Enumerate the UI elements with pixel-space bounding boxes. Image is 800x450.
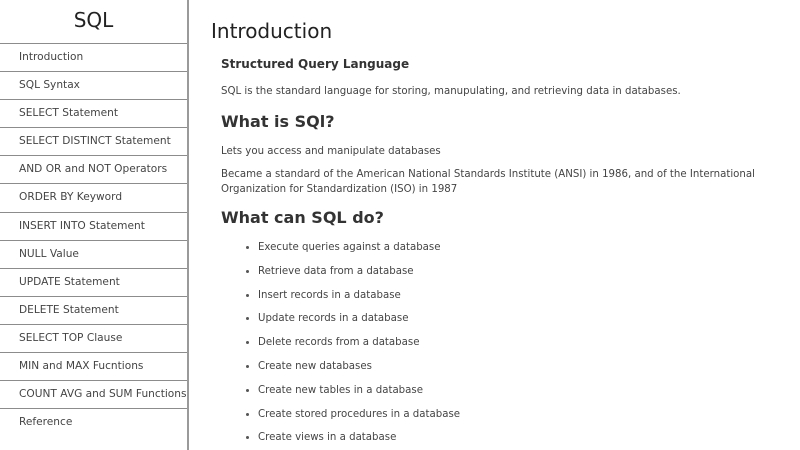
list-item: Create stored procedures in a database — [221, 407, 460, 431]
sidebar-item-reference[interactable]: Reference — [19, 416, 73, 429]
sidebar-item-sql-syntax[interactable]: SQL Syntax — [0, 72, 187, 100]
sidebar-item-introduction[interactable]: Introduction — [0, 44, 187, 72]
list-item: Retrieve data from a database — [221, 264, 460, 288]
sidebar-item-select-distinct[interactable]: SELECT DISTINCT Statement — [0, 128, 187, 156]
sidebar-item-select-statement[interactable]: SELECT Statement — [0, 100, 187, 128]
page-title: Introduction — [211, 19, 333, 43]
list-item: Update records in a database — [221, 311, 460, 335]
what-is-sql-heading: What is SQl? — [221, 112, 335, 131]
sidebar-item-null-value[interactable]: NULL Value — [0, 241, 187, 269]
sidebar-item-select-top[interactable]: SELECT TOP Clause — [0, 325, 187, 353]
intro-paragraph: SQL is the standard language for storing, manupulating, and retrieving data in databases. — [221, 86, 681, 97]
list-item: Create new tables in a database — [221, 383, 460, 407]
sidebar-item-order-by[interactable]: ORDER BY Keyword — [0, 184, 187, 212]
sidebar-item-update-statement[interactable]: UPDATE Statement — [0, 269, 187, 297]
what-is-paragraph-2: Became a standard of the American National Standards Institute (ANSI) in 1986, and of the International Organization for Standardization (ISO) in 1987 — [221, 169, 755, 195]
capabilities-list — [221, 240, 460, 450]
sidebar-item-min-max[interactable]: MIN and MAX Fucntions — [0, 353, 187, 381]
sidebar-item-delete-statement[interactable]: DELETE Statement — [0, 297, 187, 325]
list-item: Create new databases — [221, 359, 460, 383]
list-item: Create views in a database — [221, 430, 460, 450]
sidebar-item-insert-into[interactable]: INSERT INTO Statement — [0, 213, 187, 241]
list-item: Delete records from a database — [221, 335, 460, 359]
sidebar-item-and-or-not[interactable]: AND OR and NOT Operators — [0, 156, 187, 184]
what-can-sql-do-heading: What can SQL do? — [221, 208, 384, 227]
list-item: Insert records in a database — [221, 288, 460, 312]
sidebar-title: SQL — [0, 0, 187, 44]
what-is-paragraph-1: Lets you access and manipulate databases — [221, 146, 441, 157]
page-subtitle: Structured Query Language — [221, 57, 410, 71]
sidebar-nav — [0, 0, 189, 450]
list-item: Execute queries against a database — [221, 240, 460, 264]
sidebar-item-count-avg-sum[interactable]: COUNT AVG and SUM Functions — [0, 381, 187, 409]
